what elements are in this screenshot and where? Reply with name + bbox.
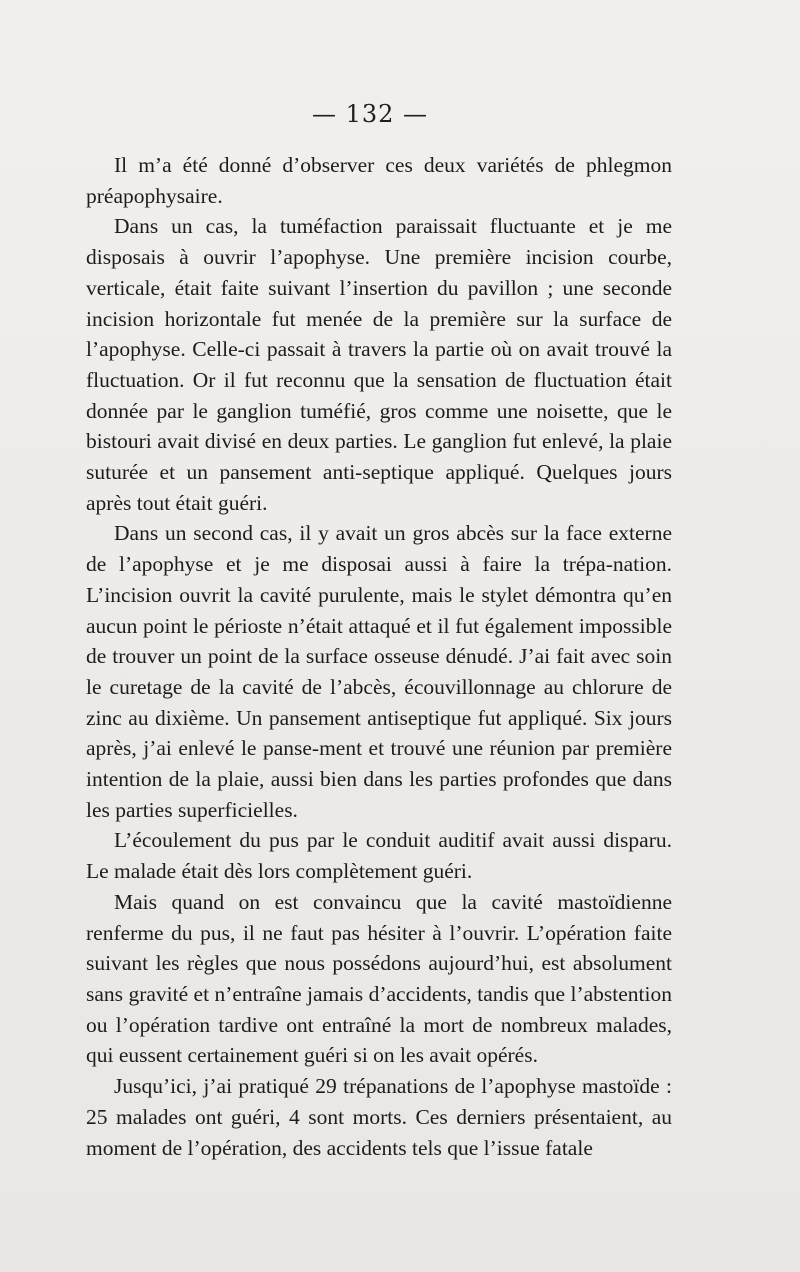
body-text [86,150,672,1163]
paragraph-1: Il m’a été donné d’observer ces deux variétés de phlegmon préapophysaire. [86,153,672,208]
paragraph-5: Mais quand on est convaincu que la cavité mastoïdienne renferme du pus, il ne faut pas hésiter à l’ouvrir. L’opération faite suivant les règles que nous possédons aujourd’hui, est absolument sans gravité et n’entraîne jamais d’accidents, tandis que l’abstention ou l’opération tardive ont entraîné la mort de nombreux malades, qui eussent certainement guéri si on les avait opérés. [86,889,672,1068]
paragraph-2: Dans un cas, la tuméfaction paraissait fluctuante et je me disposais à ouvrir l’apophyse. Une première incision courbe, verticale, était faite suivant l’insertion du pavillon ; une seconde incision horizontale fut menée de la première sur la surface de l’apophyse. Celle-ci passait à travers la partie où on avait trouvé la fluctuation. Or il fut reconnu que la sensation de fluctuation était donnée par le ganglion tuméfié, gros comme une noisette, que le bistouri avait divisé en deux parties. Le ganglion fut enlevé, la plaie suturée et un pansement anti-septique appliqué. Quelques jours après tout était guéri. [86,214,672,515]
paragraph-4: L’écoulement du pus par le conduit auditif avait aussi disparu. Le malade était dès lors complètement guéri. [86,828,672,884]
paragraph-3: Dans un second cas, il y avait un gros abcès sur la face externe de l’apophyse et je me disposai aussi à faire la trépa-nation. L’incision ouvrit la cavité purulente, mais le stylet démontra qu’en aucun point le périoste n’était attaqué et il fut également impossible de trouver un point de la surface osseuse dénudé. J’ai fait avec soin le curetage de la cavité de l’abcès, écouvillonnage au chlorure de zinc au dixième. Un pansement antiseptique fut appliqué. Six jours après, j’ai enlevé le panse-ment et trouvé une réunion par première intention de la plaie, aussi bien dans les parties profondes que dans les parties superficielles. [86,521,672,822]
paragraph-6: Jusqu’ici, j’ai pratiqué 29 trépanations de l’apophyse mastoïde : 25 malades ont guéri, 4 sont morts. Ces derniers présentaient, au moment de l’opération, des accidents tels que l’issue fatale [86,1074,672,1160]
page-number: — 132 — [311,100,429,128]
